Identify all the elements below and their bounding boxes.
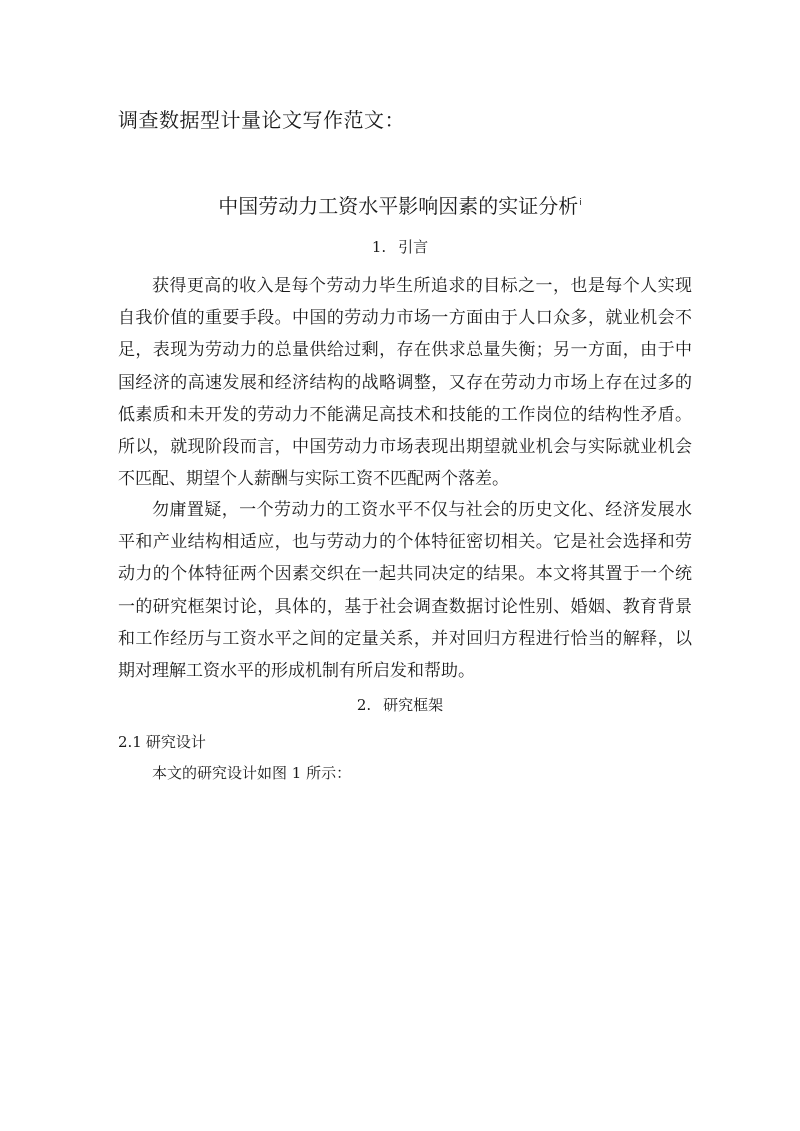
paragraph-introduction-1: 获得更高的收入是每个劳动力毕生所追求的目标之一，也是每个人实现自我价值的重要手段。中国的劳动力市场一方面由于人口众多，就业机会不足，表现为劳动力的总量供给过剩，存在供求总量失衡；另一方面，由于中国经济的高速发展和经济结构的战略调整，又存在劳动力市场上存在过多的低素质和未开发的劳动力不能满足高技术和技能的工作岗位的结构性矛盾。所以，就现阶段而言，中国劳动力市场表现出期望就业机会与实际就业机会不匹配、期望个人薪酬与实际工资不匹配两个落差。 xyxy=(118,276,692,490)
section-title: 研究框架 xyxy=(383,696,444,714)
paragraph-design: 本文的研究设计如图 1 所示： xyxy=(152,764,352,782)
title-footnote-marker[interactable]: i xyxy=(579,198,582,209)
subsection-number: 2.1 xyxy=(118,733,142,751)
paper-title xyxy=(0,190,800,219)
document-heading: 调查数据型计量论文写作范文： xyxy=(118,108,405,132)
section-number: 1. xyxy=(371,238,387,256)
paper-title-text: 中国劳动力工资水平影响因素的实证分析 xyxy=(218,194,579,218)
section-heading-introduction xyxy=(0,236,800,257)
subsection-title: 研究设计 xyxy=(145,733,206,751)
subsection-heading-design xyxy=(118,731,206,752)
section-number: 2. xyxy=(356,696,372,714)
paragraph-introduction-2: 勿庸置疑，一个劳动力的工资水平不仅与社会的历史文化、经济发展水平和产业结构相适应，也与劳动力的个体特征密切相关。它是社会选择和劳动力的个体特征两个因素交织在一起共同决定的结果。本文将其置于一个统一的研究框架讨论，具体的，基于社会调查数据讨论性别、婚姻、教育背景和工作经历与工资水平之间的定量关系，并对回归方程进行恰当的解释，以期对理解工资水平的形成机制有所启发和帮助。 xyxy=(118,500,692,682)
section-title: 引言 xyxy=(398,238,429,256)
section-heading-framework xyxy=(0,694,800,715)
